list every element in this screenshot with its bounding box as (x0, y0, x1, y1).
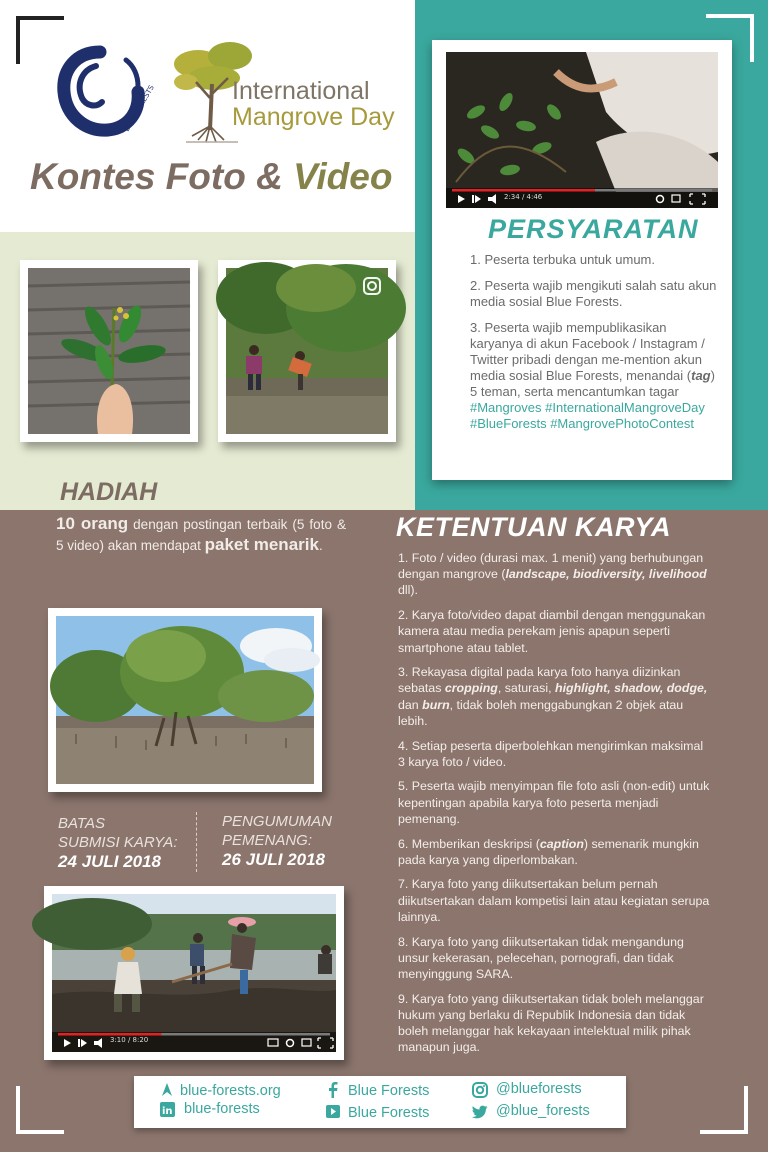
youtube-link[interactable]: Blue Forests (348, 1105, 430, 1121)
location-arrow-icon (160, 1082, 174, 1098)
website-link[interactable]: blue-forests.org (180, 1083, 281, 1099)
requirements-title: PERSYARATAN (488, 214, 699, 244)
rule-item-3-highlight: highlight, shadow, dodge, (555, 681, 708, 696)
twitter-icon (472, 1105, 488, 1119)
rule-item-5: 5. Peserta wajib menyimpan file foto asli (non-edit) untuk kepentingan apabila karya foto peserta menjadi pemenang. (398, 779, 710, 826)
deadline-divider (196, 812, 197, 872)
rule-item-2: 2. Karya foto/video dapat diambil dengan menggunakan kamera atau media perekam jenis apapun seperti smartphone atau tablet. (398, 608, 706, 655)
prize-highlight: paket menarik (204, 535, 319, 554)
announcement-label-2: PEMENANG: (222, 832, 313, 849)
announcement-date (222, 812, 332, 870)
event-title-line2: Mangrove Day (232, 103, 395, 131)
rules-title: KETENTUAN KARYA (396, 512, 672, 542)
linkedin-link[interactable]: blue-forests (184, 1101, 260, 1117)
rule-item-1-emphasis: landscape, biodiversity, livelihood (505, 567, 707, 582)
announcement-date-value: 26 JULI 2018 (222, 850, 326, 869)
requirement-item-3-tag: tag (691, 368, 711, 383)
rule-item-1-text: 1. Foto / video (durasi max. 1 menit) yang berhubungan dengan mangrove ( (398, 551, 704, 582)
requirement-item-3-text: 3. Peserta wajib mempublikasikan karyanya di akun Facebook / Instagram / Twitter pribadi dengan me-mention akun media sosial Blue Forests, menandai ( (470, 320, 705, 383)
submission-deadline (58, 814, 177, 872)
video-player-bottom[interactable] (44, 886, 344, 1060)
contest-title-part1: Kontes Foto (30, 156, 246, 197)
instagram-link[interactable]: @blueforests (496, 1081, 582, 1097)
rule-item-1 (398, 550, 710, 599)
announcement-label-1: PENGUMUMAN (222, 813, 333, 830)
linkedin-icon (160, 1102, 175, 1117)
event-title (232, 78, 395, 130)
contest-title-amp: & (245, 156, 294, 197)
hashtags: #Mangroves #InternationalMangroveDay #BlueForests #MangrovePhotoContest (470, 400, 705, 431)
rule-item-6-text: 6. Memberikan deskripsi ( (398, 836, 540, 851)
rule-item-3-text-3: dan (398, 697, 423, 712)
event-title-line1: International (232, 77, 370, 105)
submission-label-2: SUBMISI KARYA: (58, 834, 178, 851)
rule-item-3-text-2: , saturasi, (497, 681, 555, 696)
photo-mangrove-leaves-image (28, 268, 190, 434)
prize-end: . (318, 538, 323, 553)
video-player-top[interactable] (446, 52, 718, 208)
youtube-icon (326, 1105, 340, 1118)
video-frame-top (446, 52, 718, 208)
prize-count: 10 orang (56, 514, 129, 533)
svg-text:in: in (162, 1106, 173, 1117)
rule-item-9: 9. Karya foto yang diikutsertakan tidak boleh melanggar hukum yang berlaku di Republik Indonesia dan tidak boleh melanggar hak kekayaan intelektual milik pihak manapun juga. (398, 991, 704, 1055)
rule-item-3-end: , tidak boleh menggabungkan 2 objek atau lebih. (398, 697, 684, 728)
rule-item-6-end: ) semenarik mungkin pada karya yang diperlombakan. (398, 836, 699, 867)
contest-title-part2: Video (293, 156, 393, 197)
corner-frame-bottom-right (700, 1086, 748, 1134)
photo-mangrove-landscape-image (56, 616, 314, 784)
rule-item-6-caption: caption (539, 836, 584, 851)
requirements-list (470, 252, 720, 442)
rules-list (398, 550, 710, 1064)
video-bottom-time: 3:10 / 8:20 (110, 1036, 149, 1044)
instagram-icon (472, 1082, 488, 1098)
contest-title (30, 156, 392, 198)
rule-item-4: 4. Setiap peserta diperbolehkan mengirimkan maksimal 3 karya foto / video. (398, 738, 704, 769)
rule-item-3-text: 3. Rekayasa digital pada karya foto hanya diizinkan sebatas (398, 665, 681, 696)
video-frame-bottom (52, 894, 336, 1052)
rule-item-3-cropping: cropping (444, 681, 498, 696)
prize-description: dengan postingan terbaik (5 foto & 5 video) akan mendapat (56, 517, 346, 553)
rule-item-6 (398, 836, 710, 868)
blue-forests-logo-text: BLUE FORESTS (122, 83, 156, 133)
submission-label-1: BATAS (58, 815, 105, 832)
social-footer (134, 1076, 626, 1128)
requirement-item: 1. Peserta terbuka untuk umum. (470, 252, 655, 267)
requirement-item: 2. Peserta wajib mengikuti salah satu akun media sosial Blue Forests. (470, 278, 717, 309)
prize-text (56, 514, 346, 556)
requirement-item-3-text-2: ) 5 teman, serta mencantumkan tagar (470, 368, 715, 399)
video-top-time: 2:34 / 4:46 (504, 193, 543, 201)
corner-frame-bottom-left (16, 1086, 64, 1134)
rule-item-7: 7. Karya foto yang diikutsertakan belum pernah diikutsertakan dalam kompetisi lain atau kegiatan serupa lainnya. (398, 877, 710, 924)
prize-title: HADIAH (60, 478, 158, 506)
facebook-icon (328, 1082, 338, 1098)
photo-mangrove-landscape (48, 608, 322, 792)
rule-item-8: 8. Karya foto yang diikutsertakan tidak mengandung unsur kekerasan, pelecehan, pornografi, dan tidak menyinggung SARA. (398, 934, 684, 981)
rule-item-1-end: dll). (398, 583, 418, 598)
submission-date: 24 JULI 2018 (58, 852, 162, 871)
blue-forests-logo (56, 46, 156, 138)
requirement-item (470, 320, 720, 432)
rule-item-3 (398, 664, 710, 729)
instagram-icon (362, 277, 382, 297)
twitter-link[interactable]: @blue_forests (496, 1103, 590, 1119)
facebook-link[interactable]: Blue Forests (348, 1083, 430, 1099)
photo-mangrove-leaves (20, 260, 198, 442)
rule-item-3-burn: burn (422, 697, 450, 712)
